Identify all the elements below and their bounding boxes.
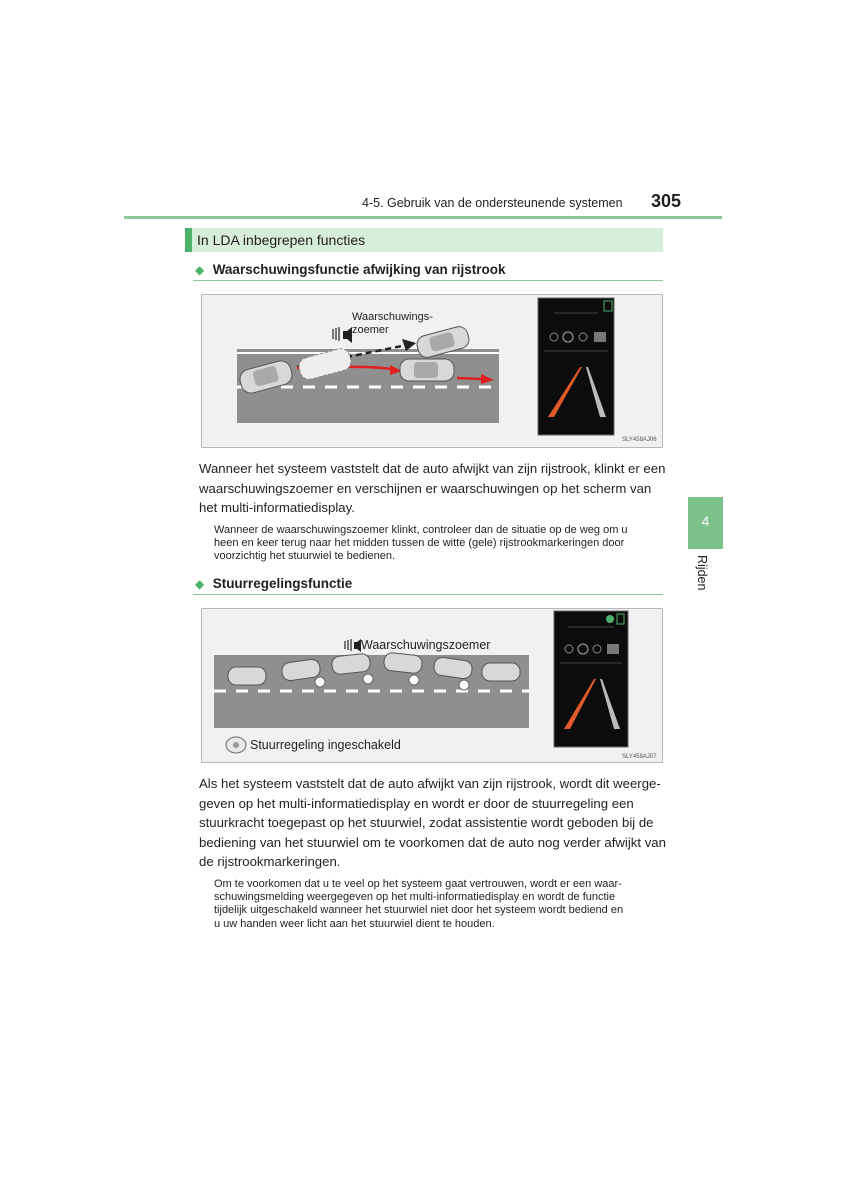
paragraph-1-line: waarschuwingszoemer en verschijnen er waarschuwingen op het scherm van: [199, 480, 652, 496]
figure2-code: SLY458AJ07: [622, 754, 657, 760]
note-1-line: heen en keer terug naar het midden tussen de witte (gele) rijstrookmarkeringen door: [214, 537, 625, 550]
buzzer-icon-2: [345, 639, 361, 652]
subsection2-heading: [195, 575, 352, 593]
note-2-line: schuwingsmelding weergegeven op het multi-informatiedisplay en wordt de functie: [214, 891, 616, 904]
paragraph-2-line: stuurkracht toegepast op het stuurwiel, zodat assistentie wordt geboden bij de: [199, 815, 654, 830]
paragraph-1-line: het multi-informatiedisplay.: [199, 500, 355, 515]
chapter-tab[interactable]: [688, 497, 723, 549]
subsection1-title: Waarschuwingsfunctie afwijking van rijstrook: [212, 262, 506, 277]
page-number: 305: [651, 191, 682, 211]
lane-icon-display: [594, 332, 606, 342]
subsection1-rule: [193, 280, 663, 281]
running-header-section: 4-5. Gebruik van de ondersteunende systemen: [362, 196, 623, 210]
figure2-label: Waarschuwingszoemer: [361, 638, 491, 652]
note-1: [214, 524, 669, 564]
chapter-label: Rijden: [695, 555, 709, 591]
paragraph-2-line: Als het systeem vaststelt dat de auto afwijkt van zijn rijstrook, wordt dit weerge-: [199, 776, 661, 791]
subsection2-title: Stuurregelingsfunctie: [212, 576, 353, 591]
note-1-line: voorzichtig het stuurwiel te bedienen.: [214, 550, 395, 563]
section-title: In LDA inbegrepen functies: [197, 232, 366, 248]
figure-steering-assist: [201, 608, 663, 763]
paragraph-2: [199, 774, 669, 872]
red-arrow-line-2: [457, 378, 482, 379]
chapter-number: 4: [701, 513, 710, 529]
paragraph-1: [199, 459, 669, 518]
note-2-line: Om te voorkomen dat u te veel op het systeem gaat vertrouwen, wordt er een waar-: [214, 878, 622, 890]
note-2: [214, 878, 669, 931]
figure-lane-departure-warning: [201, 294, 663, 448]
steering-assist-indicator-icon: [606, 615, 614, 623]
figure1-label-line2: zoemer: [352, 324, 389, 336]
buzzer-icon: [333, 327, 352, 343]
paragraph-1-line: Wanneer het systeem vaststelt dat de auto afwijkt van zijn rijstrook, klinkt er een: [199, 461, 666, 476]
figure1-label: [352, 311, 433, 337]
note-1-line: Wanneer de waarschuwingszoemer klinkt, controleer dan de situatie op de weg om u: [214, 524, 628, 536]
figure1-code: SLY458AJ06: [622, 437, 657, 443]
header-rule: [124, 216, 722, 219]
paragraph-2-line: bediening van het stuurwiel om te voorkomen dat de auto nog verder afwijkt van: [199, 834, 666, 850]
subsection1-heading: [195, 261, 506, 279]
paragraph-2-line: de rijstrookmarkeringen.: [199, 854, 341, 869]
figure1-label-line1: Waarschuwings-: [352, 311, 433, 323]
figure2-steering-label: Stuurregeling ingeschakeld: [250, 738, 401, 752]
car-icon-corrected: [400, 359, 454, 381]
subsection2-rule: [193, 594, 663, 595]
paragraph-2-line: geven op het multi-informatiedisplay en wordt er door de stuurregeling een: [199, 795, 634, 811]
diamond-bullet-icon: ◆: [195, 577, 205, 591]
steering-wheel-icon: [226, 737, 246, 753]
note-2-line: tijdelijk uitgeschakeld wanneer het stuurwiel niet door het systeem wordt bediend en: [214, 904, 624, 917]
note-2-line: u uw handen weer licht aan het stuurwiel dient te houden.: [214, 917, 495, 930]
diamond-bullet-icon: ◆: [195, 263, 205, 277]
